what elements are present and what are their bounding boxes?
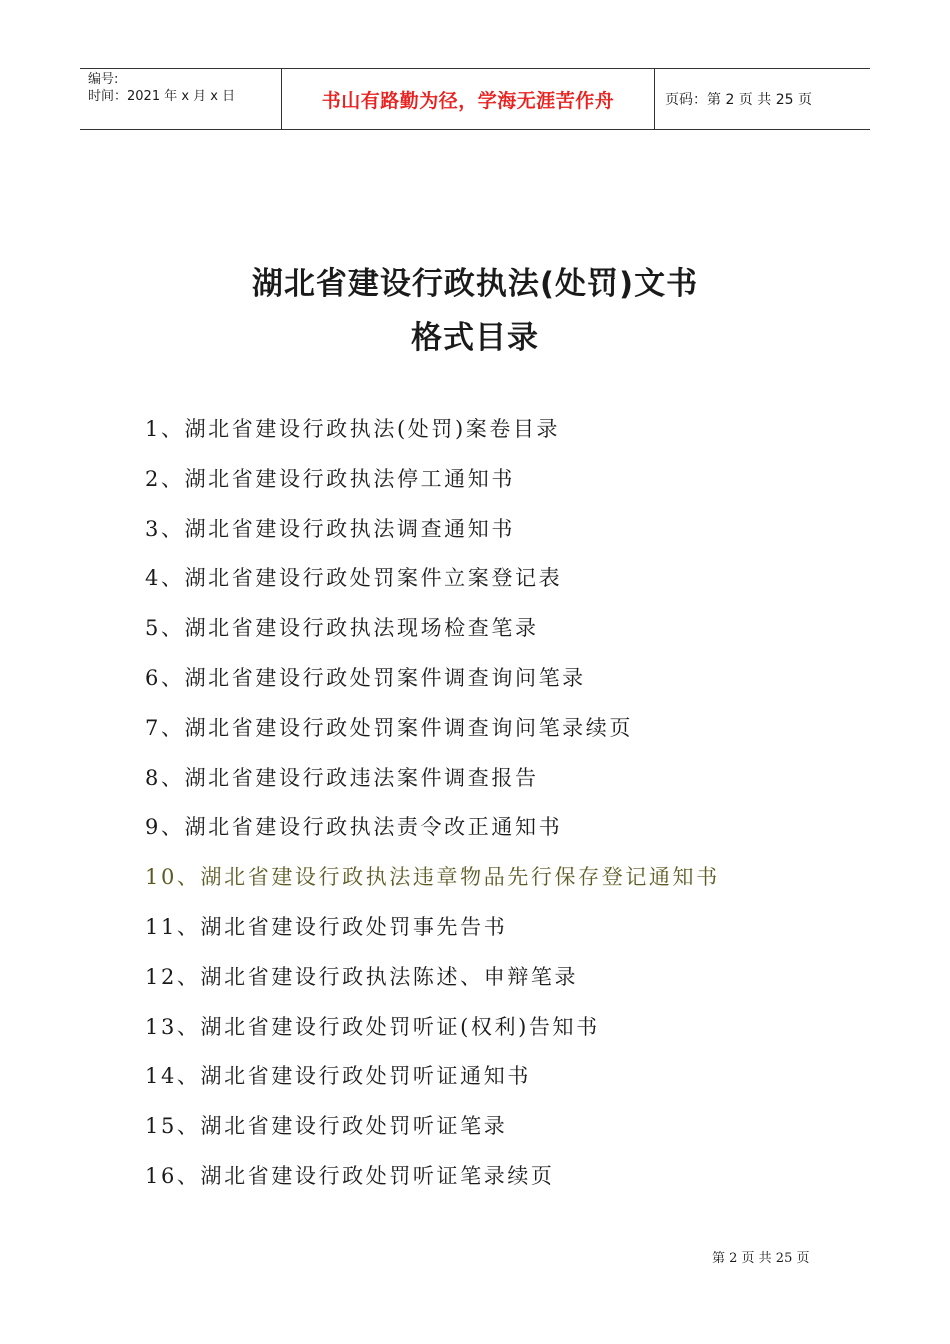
- toc-item-number: 12: [145, 964, 177, 989]
- toc-item: [145, 1154, 720, 1204]
- toc-item: [145, 1104, 720, 1154]
- toc-item: [145, 1054, 720, 1104]
- toc-item-number: 13: [145, 1014, 177, 1039]
- time-label: 时间：2021 年 x 月 x 日: [88, 89, 236, 104]
- toc-item-number: 7: [145, 715, 161, 740]
- table-of-contents: [145, 407, 720, 1204]
- toc-item-separator: 、: [160, 516, 185, 541]
- toc-item: [145, 656, 720, 706]
- toc-item: [145, 905, 720, 955]
- toc-item-number: 1: [145, 417, 161, 441]
- toc-item-text: 湖北省建设行政处罚听证笔录续页: [200, 1163, 555, 1188]
- toc-item: [145, 507, 720, 557]
- header-page-info: 页码：第 2 页 共 25 页: [665, 92, 812, 108]
- toc-item-text: 湖北省建设行政执法现场检查笔录: [184, 616, 539, 641]
- toc-item: [145, 1005, 720, 1055]
- toc-item-number: 9: [145, 815, 161, 840]
- toc-item-number: 3: [145, 516, 161, 541]
- toc-item: [145, 706, 720, 756]
- toc-item-text: 湖北省建设行政执法调查通知书: [184, 516, 515, 541]
- toc-item: [145, 855, 720, 905]
- toc-item-text: 湖北省建设行政处罚听证笔录: [200, 1114, 508, 1139]
- toc-item-number: 5: [145, 616, 161, 641]
- toc-item-separator: 、: [160, 466, 185, 491]
- toc-item-separator: 、: [160, 417, 185, 441]
- toc-item-separator: 、: [176, 865, 201, 890]
- motto-text: 书山有路勤为径，学海无涯苦作舟: [321, 89, 615, 112]
- toc-item-separator: 、: [160, 715, 185, 740]
- toc-item-separator: 、: [176, 964, 201, 989]
- toc-item-text: 湖北省建设行政处罚案件调查询问笔录: [184, 665, 586, 690]
- footer-page-info: 第 2 页 共 25 页: [712, 1251, 810, 1266]
- toc-item-number: 4: [145, 566, 161, 591]
- toc-item-text: 湖北省建设行政处罚听证通知书: [200, 1064, 531, 1089]
- toc-item-separator: 、: [160, 566, 185, 591]
- header-page-cell: [655, 69, 870, 129]
- header-table: [80, 68, 870, 130]
- toc-item-text: 湖北省建设行政处罚案件立案登记表: [184, 566, 563, 591]
- header-left-cell: [80, 69, 282, 129]
- toc-item-separator: 、: [160, 665, 185, 690]
- toc-item-number: 2: [145, 466, 161, 491]
- toc-item-number: 15: [145, 1114, 177, 1139]
- header-motto-cell: [282, 69, 655, 129]
- toc-item-number: 14: [145, 1064, 177, 1089]
- toc-item-number: 10: [145, 865, 177, 890]
- toc-item-text: 湖北省建设行政执法停工通知书: [184, 466, 515, 491]
- toc-item-number: 11: [145, 914, 177, 939]
- toc-item: [145, 556, 720, 606]
- toc-item-separator: 、: [176, 1014, 201, 1039]
- toc-item: [145, 756, 720, 806]
- toc-item-text: 湖北省建设行政执法违章物品先行保存登记通知书: [200, 865, 720, 890]
- toc-item-number: 16: [145, 1163, 177, 1188]
- toc-item: [145, 955, 720, 1005]
- document-title-line2: 格式目录: [411, 320, 539, 356]
- toc-item-separator: 、: [160, 815, 185, 840]
- toc-item-separator: 、: [160, 616, 185, 641]
- toc-item-separator: 、: [176, 1163, 201, 1188]
- document-title-line1: 湖北省建设行政执法(处罚)文书: [251, 266, 699, 302]
- toc-item-text: 湖北省建设行政执法责令改正通知书: [184, 815, 563, 840]
- toc-item-number: 8: [145, 765, 161, 790]
- toc-item-text: 湖北省建设行政处罚听证(权利)告知书: [200, 1014, 600, 1039]
- toc-item-separator: 、: [176, 1064, 201, 1089]
- toc-item-separator: 、: [176, 914, 201, 939]
- toc-item-text: 湖北省建设行政违法案件调查报告: [184, 765, 539, 790]
- toc-item-text: 湖北省建设行政处罚案件调查询问笔录续页: [184, 715, 633, 740]
- toc-item-number: 6: [145, 665, 161, 690]
- toc-item: [145, 407, 720, 457]
- toc-item: [145, 457, 720, 507]
- toc-item-text: 湖北省建设行政处罚事先告书: [200, 914, 508, 939]
- toc-item-separator: 、: [160, 765, 185, 790]
- toc-item: [145, 805, 720, 855]
- toc-item: [145, 606, 720, 656]
- toc-item-text: 湖北省建设行政执法陈述、申辩笔录: [200, 964, 579, 989]
- toc-item-separator: 、: [176, 1114, 201, 1139]
- number-label: 编号:: [88, 72, 119, 87]
- toc-item-text: 湖北省建设行政执法(处罚)案卷目录: [184, 417, 561, 441]
